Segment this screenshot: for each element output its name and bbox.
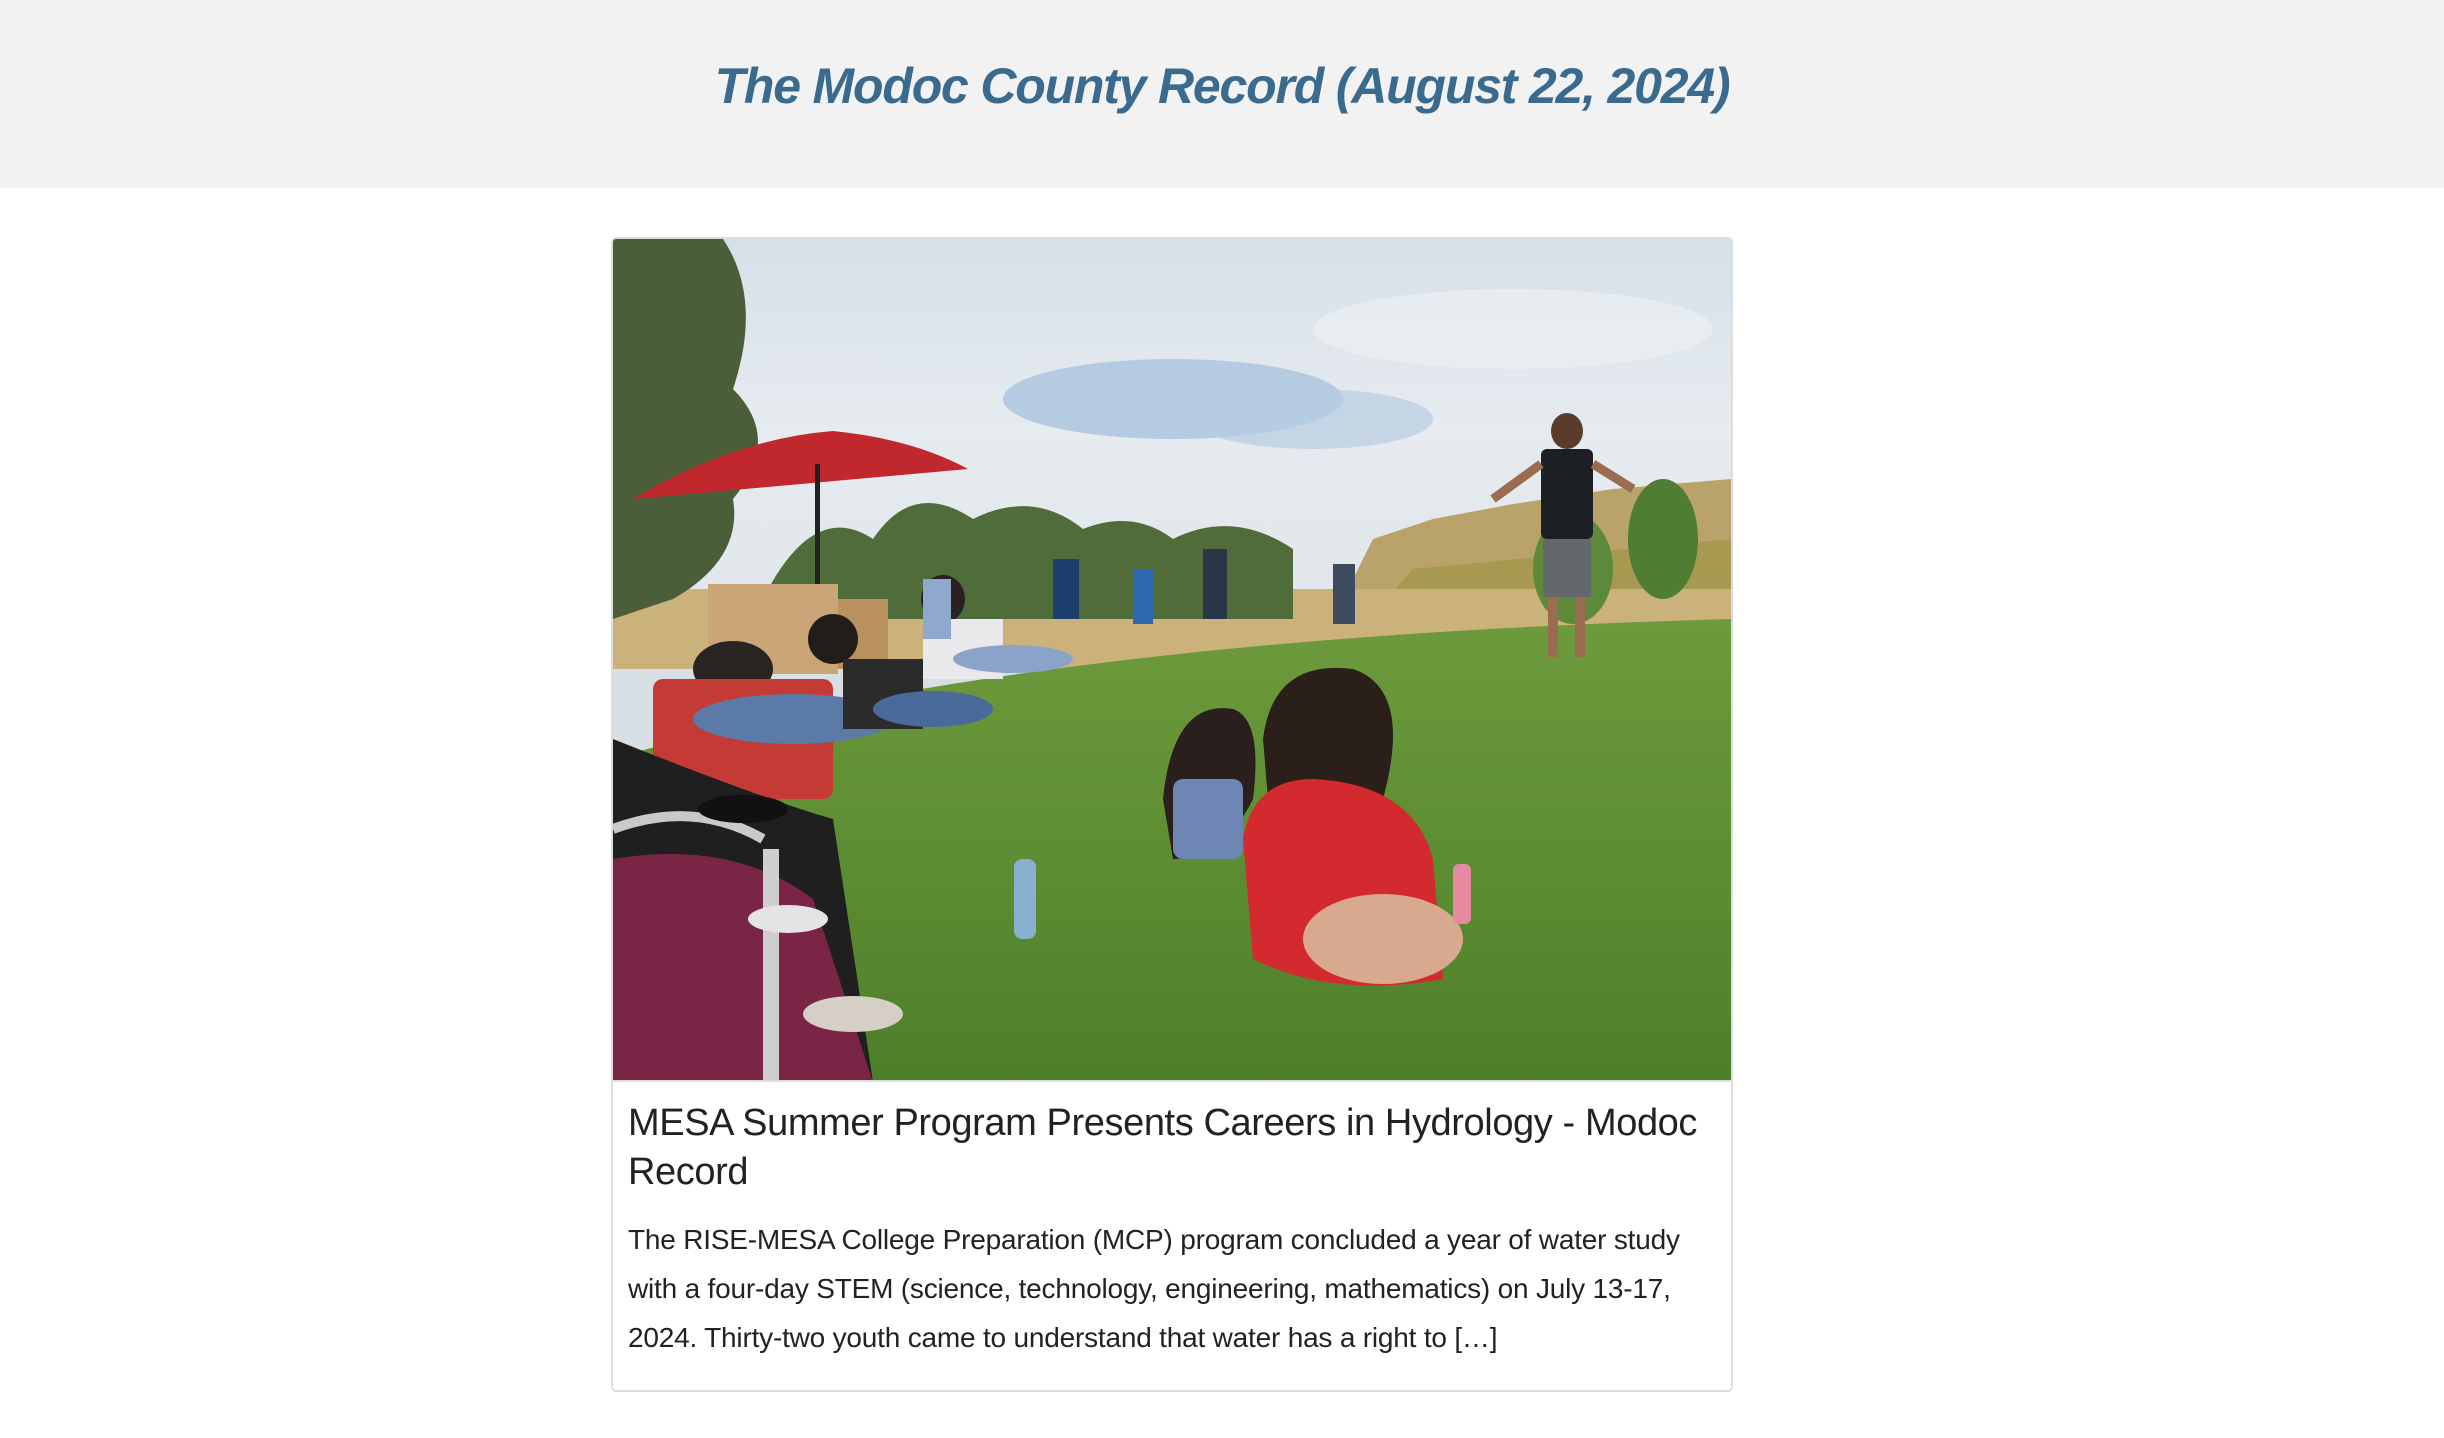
article-body	[628, 1099, 1718, 1362]
article-photo[interactable]	[613, 239, 1731, 1082]
article-title-link[interactable]: MESA Summer Program Presents Careers in Hydrology - Modoc Record	[628, 1102, 1698, 1193]
article-card[interactable]	[611, 237, 1733, 1392]
page-title: The Modoc County Record (August 22, 2024)	[714, 58, 1730, 114]
photo-image-icon	[613, 239, 1731, 1082]
page-header	[0, 0, 2444, 188]
article-excerpt: The RISE-MESA College Preparation (MCP) program concluded a year of water study with a four-day STEM (science, technology, engineering, mathematics) on July 13-17, 2024. Thirty-two youth came to understand that water has a right to […]	[628, 1224, 1680, 1353]
